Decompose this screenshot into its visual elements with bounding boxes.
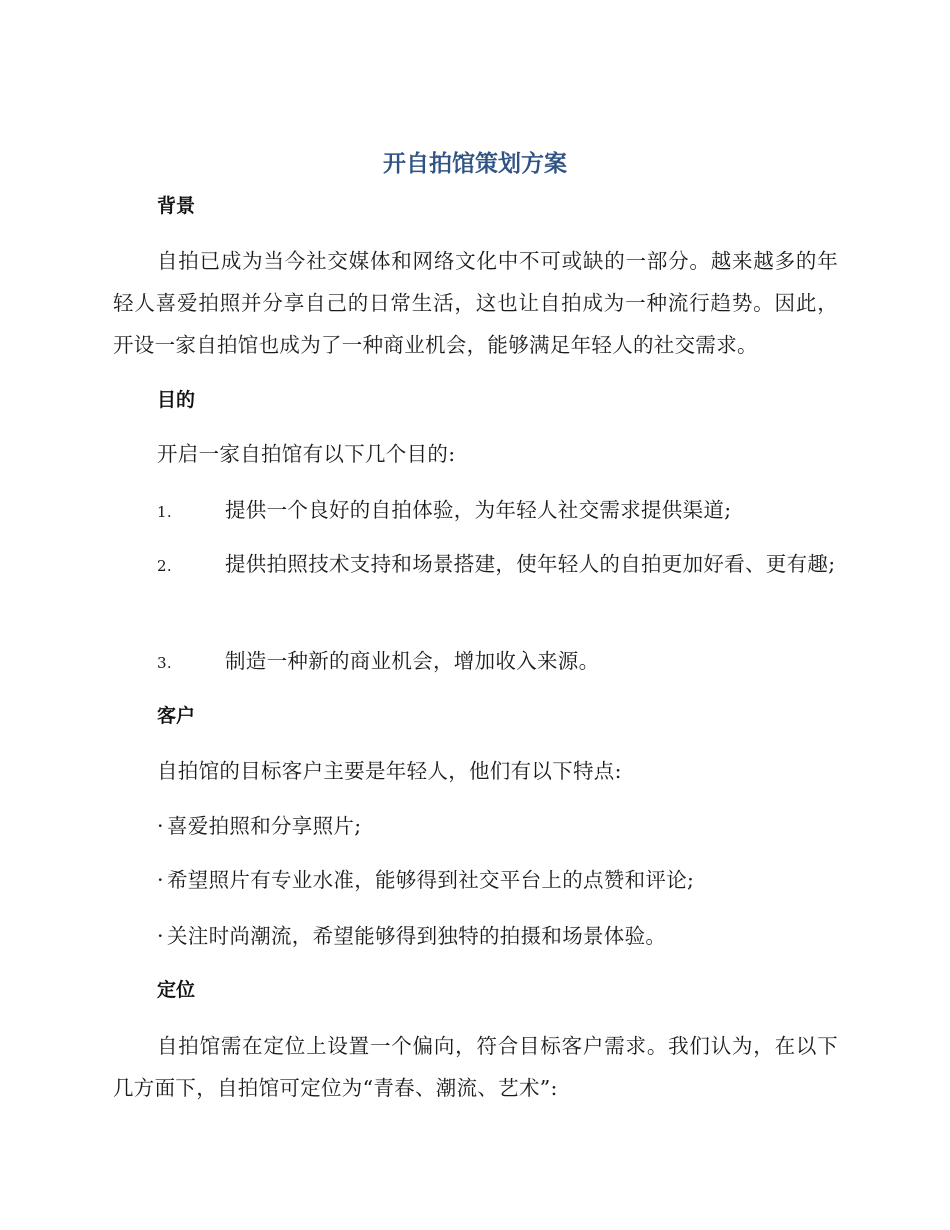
bullet-symbol: ·: [157, 814, 164, 838]
bullet-symbol: ·: [157, 924, 164, 948]
background-paragraph: 自拍已成为当今社交媒体和网络文化中不可或缺的一部分。越来越多的年轻人喜爱拍照并分享自己的日常生活，这也让自拍成为一种流行趋势。因此，开设一家自拍馆也成为了一种商业机会，能够满足年轻人的社交需求。: [113, 249, 838, 357]
document-title: 开自拍馆策划方案: [383, 151, 567, 177]
section-heading-purpose: 目的: [157, 389, 196, 411]
list-number: 1.: [157, 503, 172, 521]
section-heading-positioning: 定位: [157, 979, 196, 1001]
customer-bullet-item: [113, 915, 882, 957]
list-number: 3.: [157, 654, 172, 672]
bullet-symbol: ·: [157, 868, 164, 892]
bullet-text: 喜爱拍照和分享照片;: [167, 814, 362, 838]
section-heading-customers: 客户: [157, 705, 196, 727]
customer-bullet-item: [113, 859, 882, 901]
positioning-paragraph: 自拍馆需在定位上设置一个偏向，符合目标客户需求。我们认为，在以下几方面下，自拍馆可定位为“青春、潮流、艺术”:: [113, 1034, 838, 1100]
purpose-list-item: [113, 489, 838, 533]
purpose-intro: 开启一家自拍馆有以下几个目的:: [157, 442, 456, 466]
bullet-text: 关注时尚潮流，希望能够得到独特的拍摄和场景体验。: [167, 924, 667, 948]
purpose-list-item: [113, 640, 838, 684]
list-text: 提供一个良好的自拍体验，为年轻人社交需求提供渠道;: [225, 498, 732, 522]
list-number: 2.: [157, 557, 172, 575]
purpose-list-item: [113, 543, 838, 587]
list-text: 制造一种新的商业机会，增加收入来源。: [225, 649, 600, 673]
section-heading-background: 背景: [157, 195, 196, 217]
list-text: 提供拍照技术支持和场景搭建，使年轻人的自拍更加好看、更有趣;: [225, 552, 836, 576]
customer-bullet-item: [113, 805, 882, 847]
bullet-text: 希望照片有专业水准，能够得到社交平台上的点赞和评论;: [167, 868, 695, 892]
customers-intro: 自拍馆的目标客户主要是年轻人，他们有以下特点:: [157, 759, 622, 783]
